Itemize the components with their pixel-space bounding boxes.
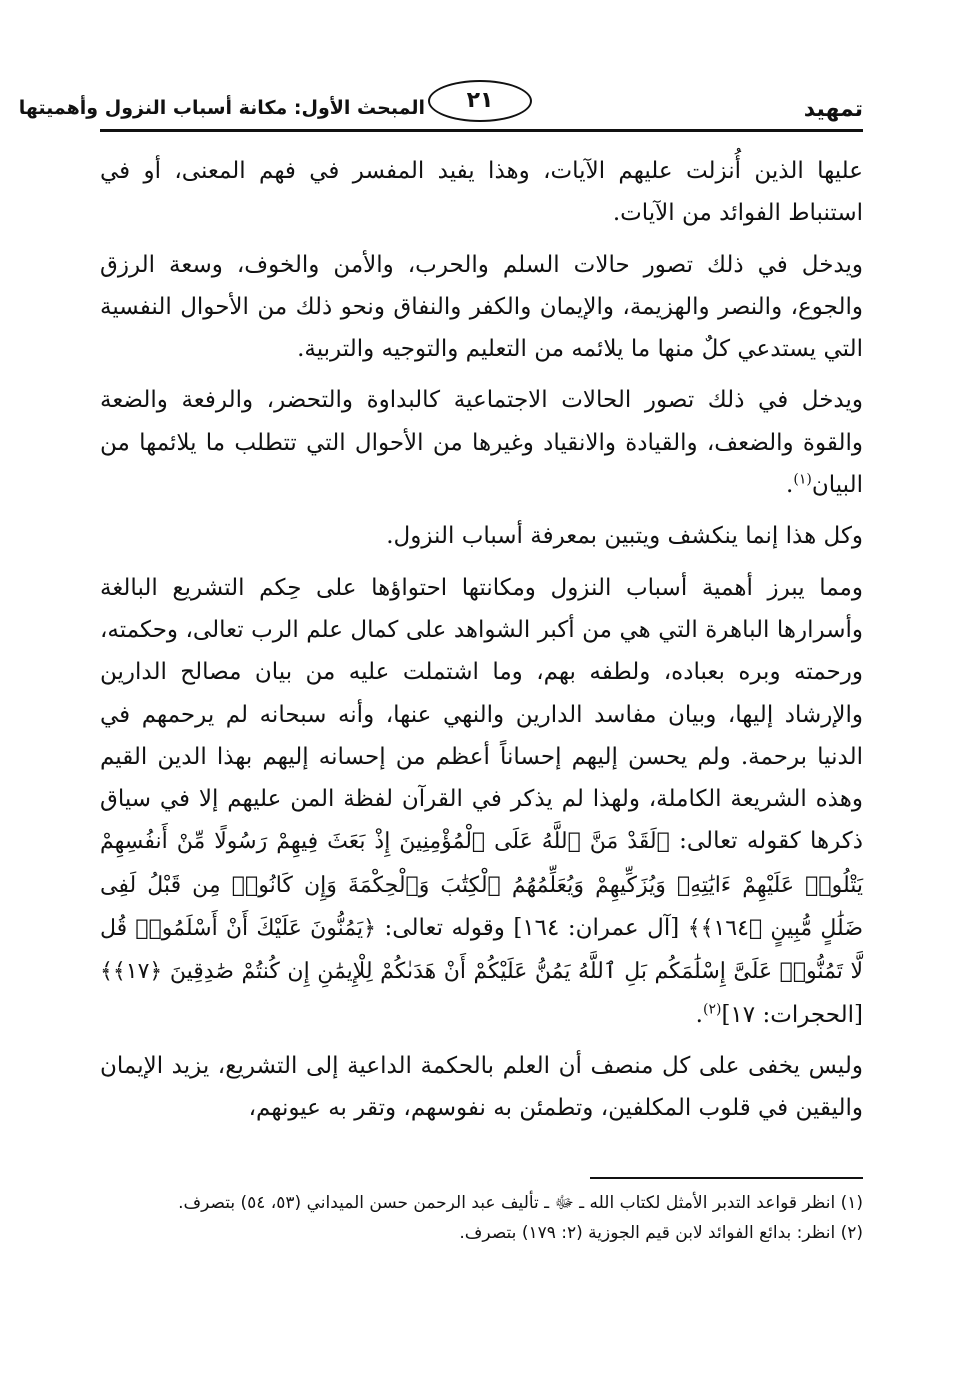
paragraph-5	[100, 567, 863, 1036]
footnotes	[100, 1188, 863, 1248]
footnote-ref-1: (١)	[793, 471, 812, 488]
paragraph-3	[100, 379, 863, 506]
header-divider	[100, 129, 863, 132]
page-number: ٢١	[428, 80, 532, 122]
quran-verse-2: ﴿يَمُنُّونَ عَلَيْكَ أَنْ أَسْلَمُوا۟ قُل لَّا تَمُنُّوا۟ عَلَىَّ إِسْلَٰمَكُم بَلِ ٱللَّهُ يَمُنُّ عَلَيْكُمْ أَنْ هَدَىٰكُمْ لِلْإِيمَٰنِ إِن كُنتُمْ صَٰدِقِينَ ﴿١٧﴾﴾	[100, 916, 863, 985]
main-text	[100, 150, 863, 1139]
paragraph-3-text: ويدخل في ذلك تصور الحالات الاجتماعية كالبداوة والتحضر، والرفعة والضعة والقوة والضعف، والقيادة والانقياد وغيرها من الأحوال التي تتطلب ما يلائمها من البيان	[100, 387, 863, 499]
paragraph-3-end: .	[786, 472, 794, 499]
quran-verse-1: ﴿لَقَدْ مَنَّ ٱللَّهُ عَلَى ٱلْمُؤْمِنِينَ إِذْ بَعَثَ فِيهِمْ رَسُولًا مِّنْ أَنفُسِهِمْ يَتْلُوا۟ عَلَيْهِمْ ءَايَٰتِهِۦ وَيُزَكِّيهِمْ وَيُعَلِّمُهُمُ ٱلْكِتَٰبَ وَٱلْحِكْمَةَ وَإِن كَانُوا۟ مِن قَبْلُ لَفِى ضَلَٰلٍ مُّبِينٍ ﴿١٦٤﴾﴾	[100, 829, 864, 942]
footnote-divider	[590, 1177, 863, 1179]
paragraph-5-text: ومما يبرز أهمية أسباب النزول ومكانتها احتواؤها على حِكم التشريع البالغة وأسرارها الباهرة التي هي من أكبر الشواهد على كمال علم الرب تعالى، وحكمته، ورحمته وبره بعباده، ولطفه بهم، وما اشتملت عليه من بيان مصالح الدارين والإرشاد إليها، وبيان مفاسد الدارين والنهي عنها، وأنه سبحانه لم يرحمهم في الدنيا برحمة. ولم يحسن إليهم إحساناً أعظم من إحسانه إليهم بهذا الدين القيم وهذه الشريعة الكاملة، ولهذا لم يذكر في القرآن لفظة المن عليهم إلا في سياق ذكرها كقوله تعالى:	[100, 574, 863, 855]
verse-citation-1: [آل عمران: ١٦٤]	[513, 915, 680, 942]
paragraph-4: وكل هذا إنما ينكشف ويتبين بمعرفة أسباب النزول.	[386, 523, 863, 550]
footnote-2: (٢) انظر: بدائع الفوائد لابن قيم الجوزية (٢: ١٧٩) بتصرف.	[459, 1223, 863, 1243]
footnote-1: (١) انظر قواعد التدبر الأمثل لكتاب الله ـ ﷻ ـ تأليف عبد الرحمن حسن الميداني (٥٣، ٥٤) بتصرف.	[178, 1193, 863, 1213]
verse-citation-2: [الحجرات: ١٧]	[721, 1001, 863, 1028]
paragraph-5-end: .	[695, 1001, 703, 1028]
paragraph-5-mid: وقوله تعالى:	[384, 915, 505, 942]
paragraph-1: عليها الذين أُنزلت عليهم الآيات، وهذا يفيد المفسر في فهم المعنى، أو في استنباط الفوائد من الآيات.	[100, 158, 863, 227]
chapter-title: تمهيد	[803, 97, 863, 122]
paragraph-6: وليس يخفى على كل منصف أن العلم بالحكمة الداعية إلى التشريع، يزيد الإيمان واليقين في قلوب المكلفين، وتطمئن به نفوسهم، وتقر به عيونهم،	[100, 1052, 863, 1122]
section-title: المبحث الأول: مكانة أسباب النزول وأهميتها	[18, 97, 425, 119]
footnote-ref-2: (٢)	[702, 1000, 722, 1017]
paragraph-2: ويدخل في ذلك تصور حالات السلم والحرب، والأمن والخوف، وسعة الرزق والجوع، والنصر والهزيمة، والإيمان والكفر والنفاق ونحو ذلك من الأحوال النفسية التي يستدعي كلٌ منها ما يلائمه من التعليم والتوجيه والتربية.	[100, 251, 863, 363]
